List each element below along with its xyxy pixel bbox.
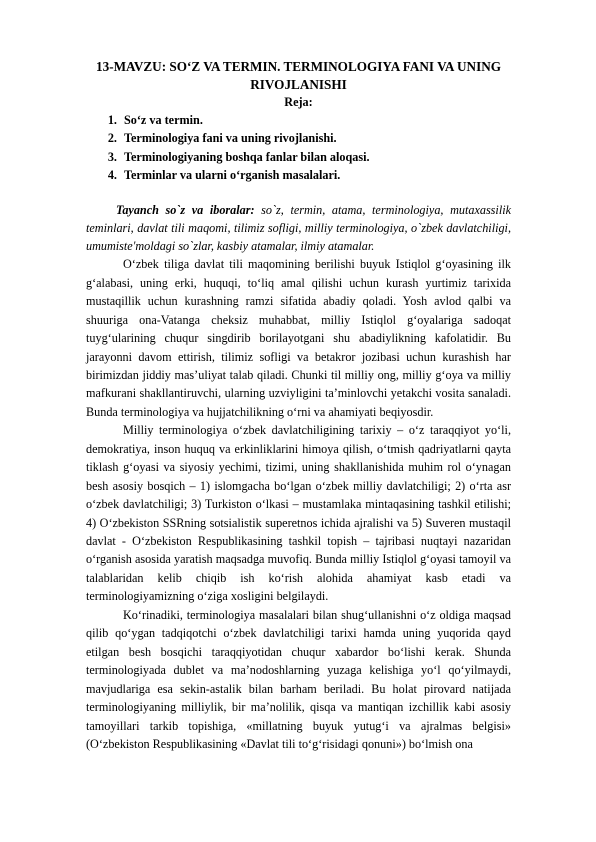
plan-item: 2. Terminologiya fani va uning rivojlanishi.: [120, 129, 511, 147]
plan-item: 1. So‘z va termin.: [120, 111, 511, 129]
title-line-1: 13-MAVZU: SO‘Z VA TERMIN. TERMINOLOGIYA FANI VA UNING: [96, 59, 501, 74]
plan-item: 3. Terminologiyaning boshqa fanlar bilan aloqasi.: [120, 148, 511, 166]
plan-list: [86, 111, 511, 185]
title-line-2: RIVOJLANISHI: [250, 76, 347, 92]
keywords-label: Tayanch so`z va iboralar:: [116, 202, 255, 217]
keywords-paragraph: [86, 201, 511, 256]
body-paragraph: O‘zbek tiliga davlat tili maqomining berilishi buyuk Istiqlol g‘oyasining ilk g‘alabasi, uning erki, huquqi, to‘liq amal qilishi uchun kurash yurtimiz tarixida mustaqillik uchun kurashning ramzi sifatida abadiy qoladi. Yosh avlod qalbi va shuuriga ona-Vatanga cheksiz muhabbat, milliy Istiqlol g‘oyalariga sadoqat tuyg‘ularining chuqur singdirib borilayotgani shu abadiylikning kafolatidir. Bu jarayonni davom ettirish, tilimiz sofligi va betakror jozibasi uchun kurashish har birimizdan jiddiy mas’uliyat talab qiladi. Chunki til milliy ong, milliy g‘oya va milliy mafkurani shakllantiruvchi, ularning uzviyligini ta’minlovchi yetakchi vosita sanaladi. Bunda terminologiya va hujjatchilikning o‘rni va ahamiyati beqiyosdir.: [86, 257, 511, 419]
body-paragraph: Ko‘rinadiki, terminologiya masalalari bilan shug‘ullanishni o‘z oldiga maqsad qilib qo‘ygan tadqiqotchi o‘zbek davlatchiligi tarixi hamda uning yuqorida qayd etilgan besh bosqichi taraqqiyotidan chuqur xabardor bo‘lishi kerak. Shunda terminologiyada dublet va ma’nodoshlarning yuzaga kelishiga yo‘l qo‘yilmaydi, mavjudlariga esa sekin-astalik bilan barham beriladi. Bu holat pirovard natijada terminologiyaning milliylik, bir ma’nolilik, qisqa va mantiqan izchillik kabi asosiy tamoyillari tarkib topishiga, «millatning buyuk yutug‘i va ajralmas belgisi» (O‘zbekiston Respublikasining «Davlat tili to‘g‘risidagi qonuni») bo‘lmish ona: [86, 607, 511, 752]
plan-item: 4. Terminlar va ularni o‘rganish masalalari.: [120, 166, 511, 184]
plan-heading: Reja:: [284, 95, 313, 109]
keywords-text: so`z, termin, atama, terminologiya, mutaxassilik teminlari, davlat tili maqomi, tilimiz sofligi, milliy terminologiya, o`zbek davlatchiligi, umumiste'moldagi so`zlar, kasbiy atamalar, ilmiy atamalar.: [86, 202, 511, 254]
body-paragraph: Milliy terminologiya o‘zbek davlatchiligining tarixiy – o‘z taraqqiyot yo‘li, demokratiya, inson huquq va erkinliklarini himoya qilish, o‘tmish qadriyatlarni qayta tiklash g‘oyasi va siyosiy yechimi, tizimi, uning shakllanishida muhim rol o‘ynagan besh asosiy bosqich – 1) islomgacha bo‘lgan o‘zbek milliy davlatchiligi; 2) o‘rta asr o‘zbek davlatchiligi; 3) Turkiston o‘lkasi – mustamlaka mintaqasining tashkil etilishi; 4) O‘zbekiston SSRning sotsialistik superetnos ichida ajralishi va 5) Suveren mustaqil davlat - O‘zbekiston Respublikasining tashkil topish – tajribasi nuqtayi nazaridan o‘rganish asosida yaratish maqsadga muvofiq. Bunda milliy Istiqlol g‘oyasi tamoyil va talablaridan kelib chiqib ish ko‘rish alohida ahamiyat kasb etadi va terminologiyamizning o‘ziga xosligini belgilaydi.: [86, 423, 511, 604]
document-title: [86, 58, 511, 93]
